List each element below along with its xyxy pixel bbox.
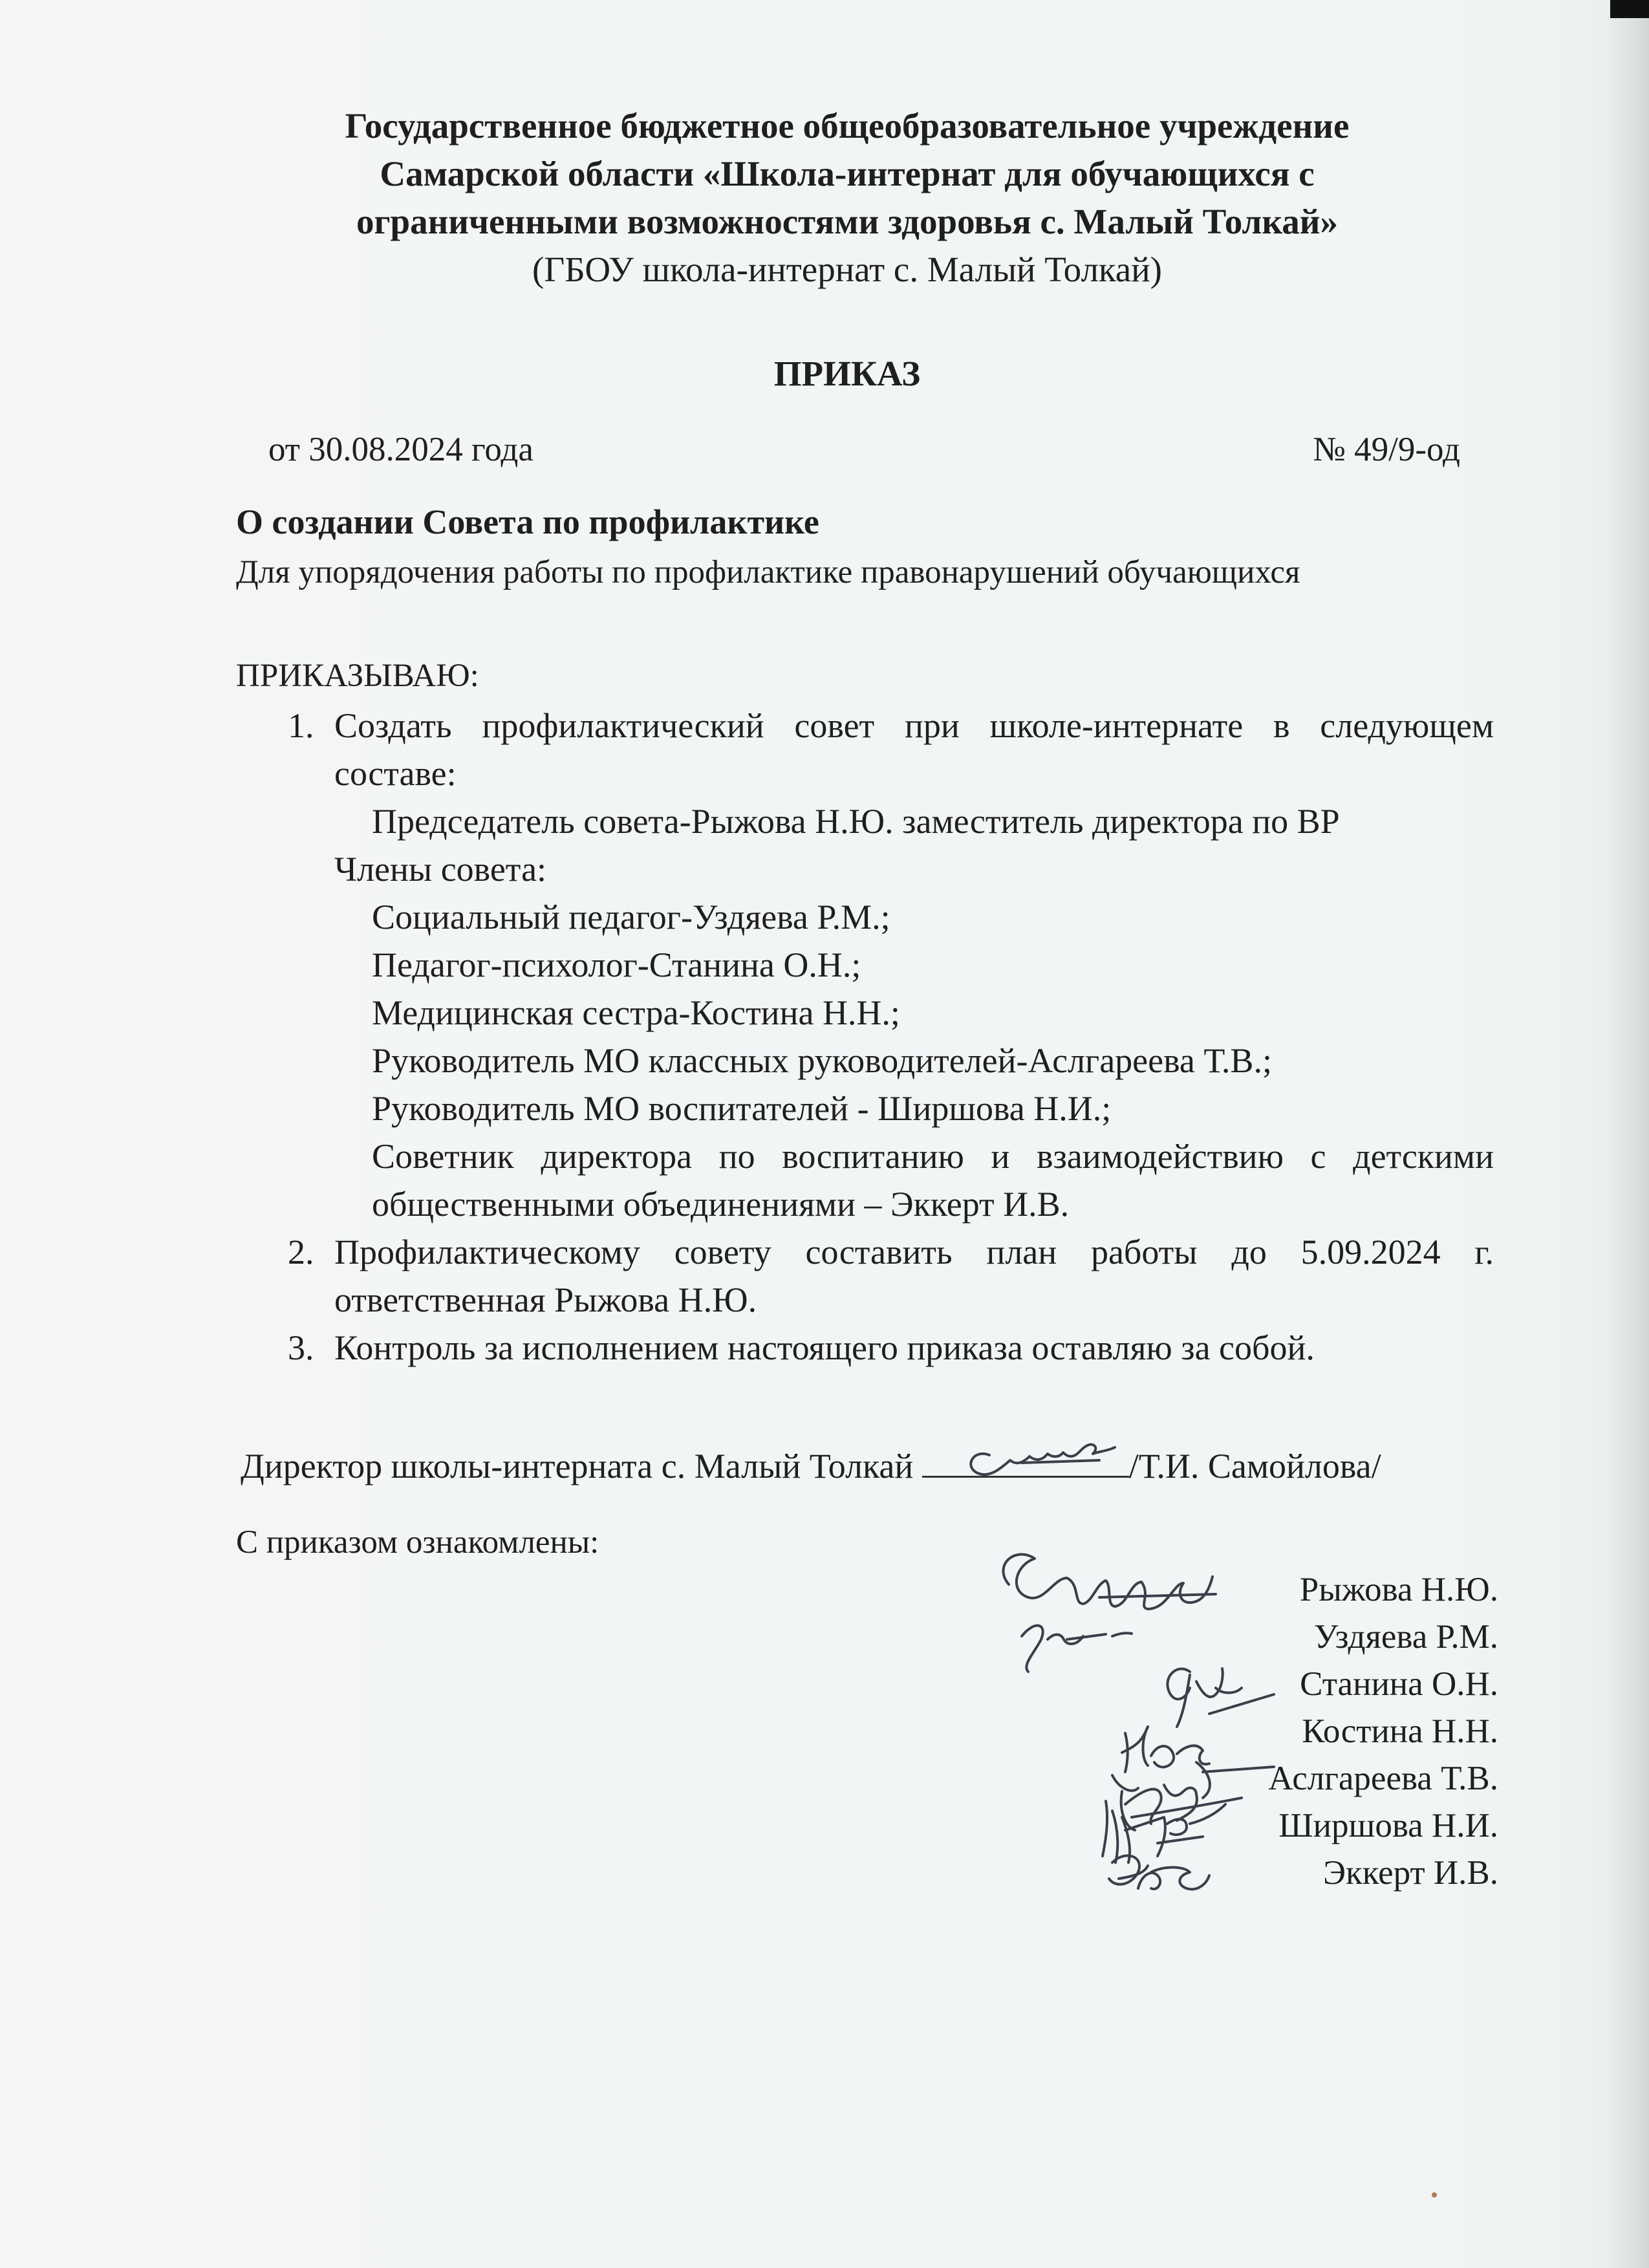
council-member: Руководитель МО классных руководителей-Аслгареева Т.В.; [372,1041,1272,1080]
signature-stanina [1167,1669,1274,1727]
order-date: от 30.08.2024 года [268,431,534,468]
signature-shirshova [1103,1801,1225,1863]
acquainted-title: С приказом ознакомлены: [236,1524,599,1561]
header-line-3: ограниченными возможностями здоровья с. Малый Толкай» [356,202,1338,241]
order-subject: О создании Совета по профилактике [236,502,819,541]
council-members-title: Члены совета: [334,850,547,889]
signer-name: Ширшова Н.И. [1278,1807,1498,1844]
signer-name: Станина О.Н. [1300,1665,1498,1703]
signature-line [922,1446,1129,1478]
orders-word: ПРИКАЗЫВАЮ: [236,658,479,694]
council-chairman: Председатель совета-Рыжова Н.Ю. заместитель директора по ВР [372,802,1340,841]
order-number: № 49/9-од [1313,431,1460,468]
header-line-2: Самарской области «Школа-интернат для обучающихся с [380,154,1315,193]
signature-ryzhova [1003,1555,1216,1609]
signer-name: Эккерт И.В. [1322,1854,1498,1892]
order-title: ПРИКАЗ [773,354,921,393]
signer-name: Уздяева Р.М. [1313,1618,1498,1656]
signature-aslgareeva [1112,1775,1242,1830]
signer-name: Рыжова Н.Ю. [1299,1571,1498,1608]
signature-ekkert [1109,1855,1209,1889]
order-item-text: Профилактическому совету составить план работы до 5.09.2024 г. ответственная Рыжова Н.Ю. [334,1233,1494,1319]
order-items [236,702,1494,1372]
signature-uzdyaeva [1022,1626,1132,1672]
signature-kostina [1122,1727,1274,1798]
paper-speck [1432,2192,1437,2198]
council-member: Социальный педагог-Уздяева Р.М.; [372,898,890,936]
order-item-2 [236,1228,1494,1324]
order-item-text: Создать профилактический совет при школе-интернате в следующем составе: [334,706,1494,793]
council-member: Медицинская сестра-Костина Н.Н.; [372,993,900,1032]
header-line-1: Государственное бюджетное общеобразовательное учреждение [345,106,1350,146]
document-header [213,102,1481,294]
council-member: Педагог-психолог-Станина О.Н.; [372,945,861,984]
signer-name: Костина Н.Н. [1302,1712,1498,1750]
order-purpose: Для упорядочения работы по профилактике правонарушений обучающихся [236,554,1300,590]
signer-name: Аслгареева Т.В. [1268,1760,1498,1797]
scan-corner-mark [1610,0,1649,18]
order-item-number: 3. [288,1328,314,1367]
header-short-name: (ГБОУ школа-интернат с. Малый Толкай) [532,250,1162,289]
signers-list [1268,1566,1498,1897]
council-member: Советник директора по воспитанию и взаимодействию с детскими общественными объединениями – Эккерт И.В. [372,1137,1494,1224]
order-item-1 [236,702,1494,797]
order-item-3 [236,1324,1494,1372]
director-name: /Т.И. Самойлова/ [1128,1447,1381,1485]
order-item-number: 2. [288,1233,314,1271]
council-member: Руководитель МО воспитателей - Ширшова Н.И.; [372,1089,1112,1128]
order-item-text: Контроль за исполнением настоящего приказа оставляю за собой. [334,1328,1315,1367]
director-signature-line [241,1443,1381,1489]
director-position: Директор школы-интерната с. Малый Толкай [241,1447,922,1485]
order-item-number: 1. [288,706,314,745]
page-edge-shadow [1604,0,1649,2268]
